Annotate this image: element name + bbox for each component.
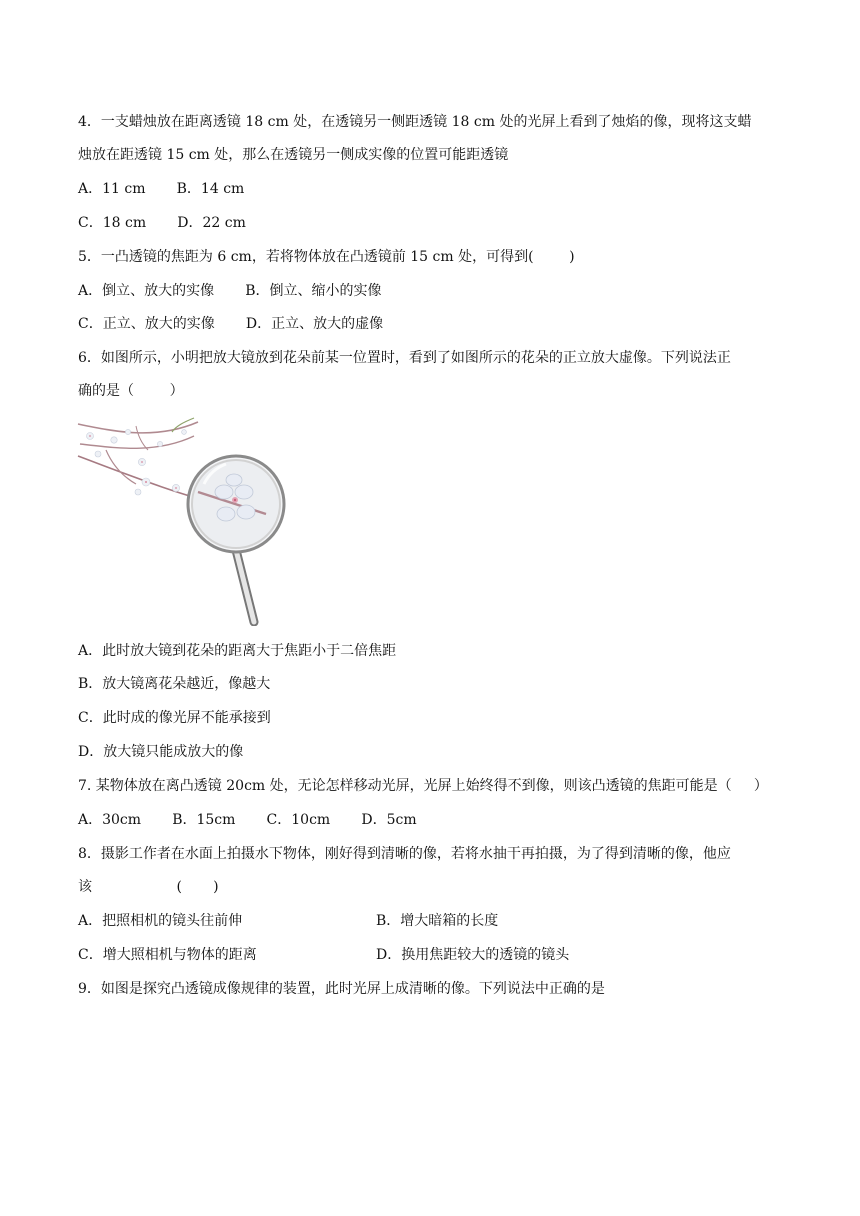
q5-options-row2: C．正立、放大的实像 D．正立、放大的虚像 [78,316,384,332]
q8-stem-line2: 该 ( ) [78,879,219,895]
q4-options-row1: A．11 cm B．14 cm [78,181,245,197]
q8-option-a: A．把照相机的镜头往前伸 [78,913,243,929]
q6-option-c: C．此时成的像光屏不能承接到 [78,710,271,726]
q9-stem: 9．如图是探究凸透镜成像规律的装置，此时光屏上成清晰的像。下列说法中正确的是 [78,981,605,997]
q4-stem-line2: 烛放在距透镜 15 cm 处，那么在透镜另一侧成实像的位置可能距透镜 [78,147,509,163]
q6-option-a: A．此时放大镜到花朵的距离大于焦距小于二倍焦距 [78,643,397,659]
q8-option-d: D．换用焦距较大的透镜的镜头 [376,947,570,963]
q4-stem-line1: 4．一支蜡烛放在距离透镜 18 cm 处，在透镜另一侧距透镜 18 cm 处的光屏上看到了烛焰的像，现将这支蜡 [78,114,752,130]
q6-stem-line2: 确的是（ ） [78,383,184,399]
q8-option-c: C．增大照相机与物体的距离 [78,947,257,963]
q6-option-b: B．放大镜离花朵越近，像越大 [78,676,271,692]
q8-stem-line1: 8．摄影工作者在水面上拍摄水下物体，刚好得到清晰的像，若将水抽干再拍摄，为了得到清晰的像，他应 [78,846,731,862]
q6-option-d: D．放大镜只能成放大的像 [78,744,244,760]
q7-stem: 7. 某物体放在离凸透镜 20cm 处，无论怎样移动光屏，光屏上始终得不到像，则该凸透镜的焦距可能是（ ） [78,778,768,794]
magnifying-glass-illustration [76,414,288,626]
q5-stem: 5．一凸透镜的焦距为 6 cm，若将物体放在凸透镜前 15 cm 处，可得到( ) [78,249,575,265]
magnifier-flower-figure [76,414,288,626]
q6-stem-line1: 6．如图所示，小明把放大镜放到花朵前某一位置时，看到了如图所示的花朵的正立放大虚像。下列说法正 [78,350,731,366]
q8-option-b: B．增大暗箱的长度 [376,913,499,929]
q5-options-row1: A．倒立、放大的实像 B．倒立、缩小的实像 [78,283,382,299]
q7-options: A．30cm B．15cm C．10cm D．5cm [78,812,417,828]
q4-options-row2: C．18 cm D．22 cm [78,215,246,231]
